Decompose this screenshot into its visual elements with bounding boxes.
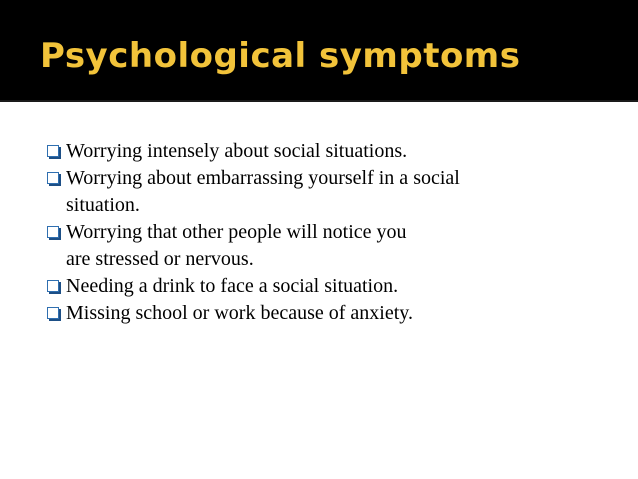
bullet-item <box>44 165 624 219</box>
bullet-text-continued: are stressed or nervous. <box>66 248 254 270</box>
bullet-text: Worrying intensely about social situations. <box>66 140 408 162</box>
title-divider <box>0 100 638 102</box>
hollow-square-bullet-icon <box>47 145 59 157</box>
bullet-item <box>44 300 624 327</box>
bullet-text: Worrying about embarrassing yourself in a social <box>66 167 460 189</box>
hollow-square-bullet-icon <box>47 226 59 238</box>
hollow-square-bullet-icon <box>47 280 59 292</box>
bullet-item <box>44 273 624 300</box>
slide-title: Psychological symptoms <box>40 36 521 76</box>
hollow-square-bullet-icon <box>47 307 59 319</box>
title-bar <box>0 0 638 102</box>
bullet-text: Needing a drink to face a social situation. <box>66 275 399 297</box>
bullet-item <box>44 138 624 165</box>
bullet-text: Missing school or work because of anxiety. <box>66 302 413 324</box>
bullet-list <box>44 138 624 327</box>
bullet-text: Worrying that other people will notice you <box>66 221 407 243</box>
bullet-item <box>44 219 624 273</box>
bullet-text-continued: situation. <box>66 194 140 216</box>
hollow-square-bullet-icon <box>47 172 59 184</box>
